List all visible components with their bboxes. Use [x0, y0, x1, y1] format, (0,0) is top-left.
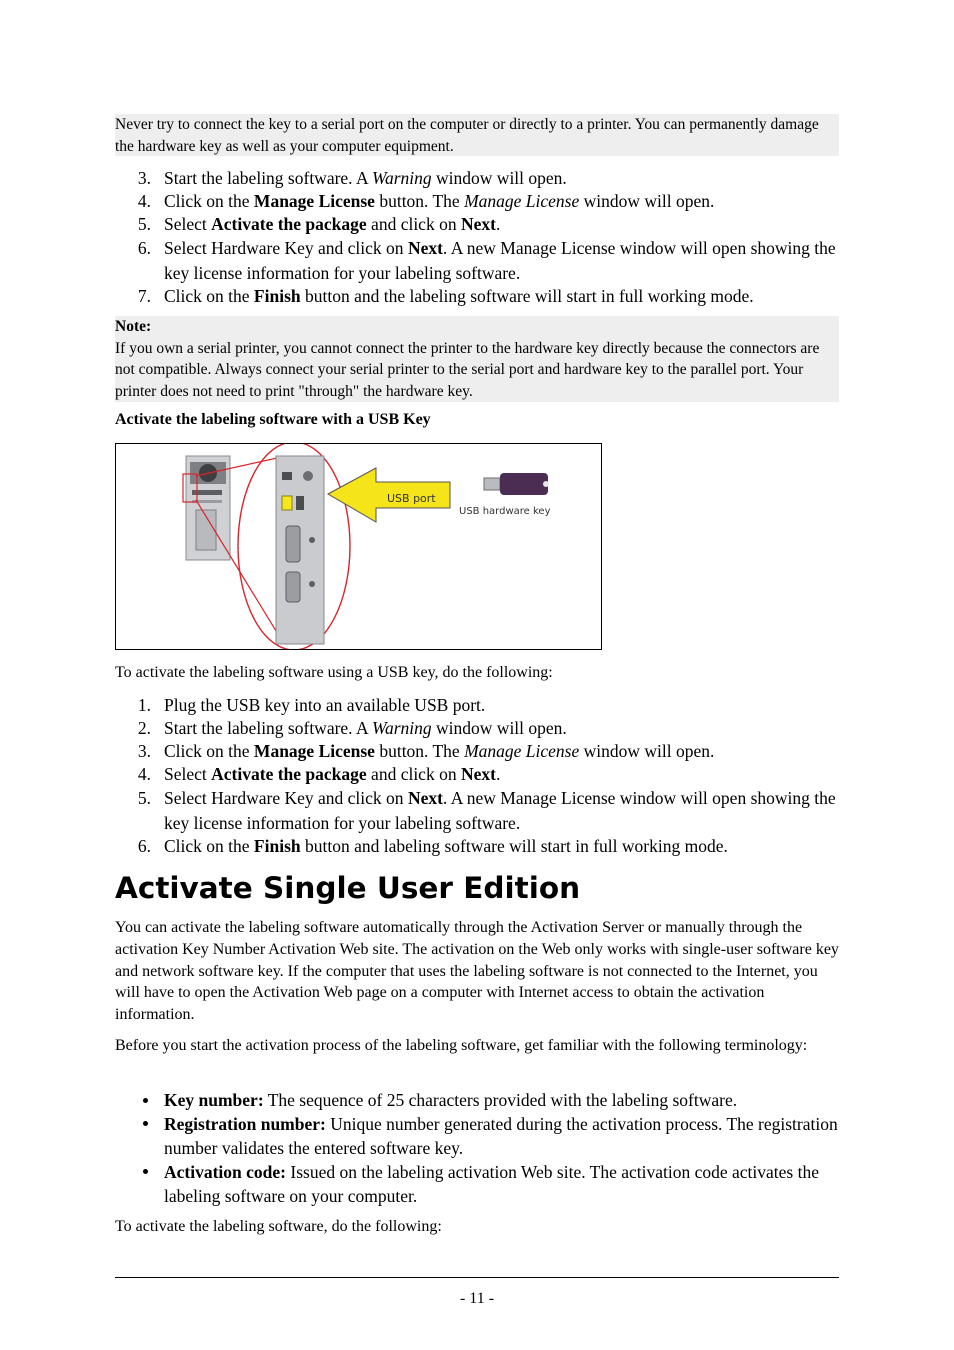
step-text: Click on the [164, 286, 254, 306]
step-text: . A new Manage License window will open showing the key license information for your labeling software. [164, 238, 836, 283]
bullet-icon [143, 1098, 148, 1103]
step-text: . A new Manage License window will open showing the key license information for your labeling software. [164, 788, 836, 833]
steps-list-usb [115, 694, 839, 858]
bullet-icon [143, 1121, 148, 1126]
list-item [115, 285, 839, 308]
step-text: Select [164, 764, 212, 784]
note-text: If you own a serial printer, you cannot connect the printer to the hardware key directly because the connectors are not compatible. Always connect your serial printer to the serial port and hardware key to the parallel port. Your printer does not need to print "through" the hardware key. [115, 339, 820, 400]
step-text: button. The [374, 741, 465, 761]
step-text: Select Hardware Key and click on [164, 238, 408, 258]
step-italic: Warning [372, 718, 432, 738]
note-box [115, 316, 839, 402]
footer-rule [115, 1277, 839, 1278]
step-bold: Next [407, 238, 443, 258]
section-heading: Activate Single User Edition [115, 871, 581, 905]
step-bold: Manage License [253, 191, 375, 211]
step-number: 4. [137, 191, 151, 211]
term-definition: Issued on the labeling activation Web site. The activation code activates the labeling software on your computer. [164, 1162, 819, 1206]
terminology-list [115, 1089, 839, 1208]
step-number: 6. [137, 836, 151, 856]
list-item [115, 717, 839, 740]
step-number: 3. [137, 741, 151, 761]
usb-port-label: USB port [387, 492, 436, 505]
list-item [115, 763, 839, 786]
step-bold: Finish [253, 286, 301, 306]
list-item [115, 167, 839, 190]
step-text: Start the labeling software. A [164, 168, 373, 188]
step-text: window will open. [431, 718, 567, 738]
step-italic: Warning [372, 168, 432, 188]
list-item [115, 190, 839, 213]
step-text: Start the labeling software. A [164, 718, 373, 738]
usb-port-figure [115, 443, 602, 650]
step-bold: Activate the package [211, 764, 367, 784]
step-number: 2. [137, 718, 151, 738]
term-name: Key number: [164, 1090, 264, 1110]
step-number: 5. [137, 788, 151, 808]
intro-paragraph: You can activate the labeling software automatically through the Activation Server or manually through the activation Key Number Activation Web site. The activation on the Web only works with single-user software key and network software key. If the computer that uses the labeling software is not connected to the Internet, you will have to open the Activation Web page on a computer with Internet access to obtain the activation information. [115, 919, 839, 1024]
step-number: 7. [137, 286, 151, 306]
step-bold: Finish [253, 836, 301, 856]
step-italic: Manage License [464, 191, 580, 211]
final-instruction: To activate the labeling software, do the following: [115, 1218, 442, 1235]
list-item [115, 835, 839, 858]
term-name: Activation code: [164, 1162, 286, 1182]
usb-section-title: Activate the labeling software with a USB Key [115, 411, 431, 428]
usb-intro: To activate the labeling software using a USB key, do the following: [115, 664, 553, 681]
note-label: Note: [115, 318, 152, 335]
step-text: . [495, 764, 501, 784]
term-definition: The sequence of 25 characters provided with the labeling software. [263, 1090, 738, 1110]
term-name: Registration number: [164, 1114, 326, 1134]
step-text: button. The [374, 191, 465, 211]
bullet-icon [143, 1169, 148, 1174]
usb-key-label: USB hardware key [459, 506, 551, 517]
step-text: . [495, 214, 501, 234]
list-item [115, 213, 839, 236]
step-bold: Next [460, 214, 496, 234]
usb-port-illustration [116, 444, 601, 649]
terminology-intro: Before you start the activation process of the labeling software, get familiar with the following terminology: [115, 1037, 808, 1054]
step-bold: Activate the package [211, 214, 367, 234]
list-item [115, 740, 839, 763]
step-number: 6. [137, 238, 151, 258]
term-definition: Unique number generated during the activation process. The registration number validates the entered software key. [164, 1114, 838, 1158]
step-number: 4. [137, 764, 151, 784]
step-text: and click on [366, 764, 461, 784]
warning-box [115, 114, 839, 156]
list-item [115, 1112, 839, 1160]
list-item [115, 236, 839, 285]
list-item [115, 1160, 839, 1208]
step-text: Select Hardware Key and click on [164, 788, 408, 808]
step-italic: Manage License [464, 741, 580, 761]
list-item [115, 786, 839, 835]
step-number: 3. [137, 168, 151, 188]
step-text: Select [164, 214, 212, 234]
step-text: window will open. [579, 191, 715, 211]
step-text: button and the labeling software will start in full working mode. [300, 286, 754, 306]
steps-list-parallel [115, 167, 839, 308]
step-bold: Next [460, 764, 496, 784]
step-text: Click on the [164, 741, 254, 761]
list-item [115, 694, 839, 717]
step-number: 1. [137, 695, 151, 715]
step-number: 5. [137, 214, 151, 234]
step-bold: Manage License [253, 741, 375, 761]
warning-text: Never try to connect the key to a serial port on the computer or directly to a printer. You can permanently damage the hardware key as well as your computer equipment. [115, 116, 819, 155]
step-text: and click on [366, 214, 461, 234]
page-number: - 11 - [459, 1290, 495, 1307]
list-item [115, 1089, 839, 1112]
step-text: Click on the [164, 191, 254, 211]
step-text: window will open. [431, 168, 567, 188]
step-text: Plug the USB key into an available USB port. [164, 695, 486, 715]
step-text: Click on the [164, 836, 254, 856]
step-text: window will open. [579, 741, 715, 761]
step-text: button and labeling software will start in full working mode. [300, 836, 728, 856]
step-bold: Next [407, 788, 443, 808]
